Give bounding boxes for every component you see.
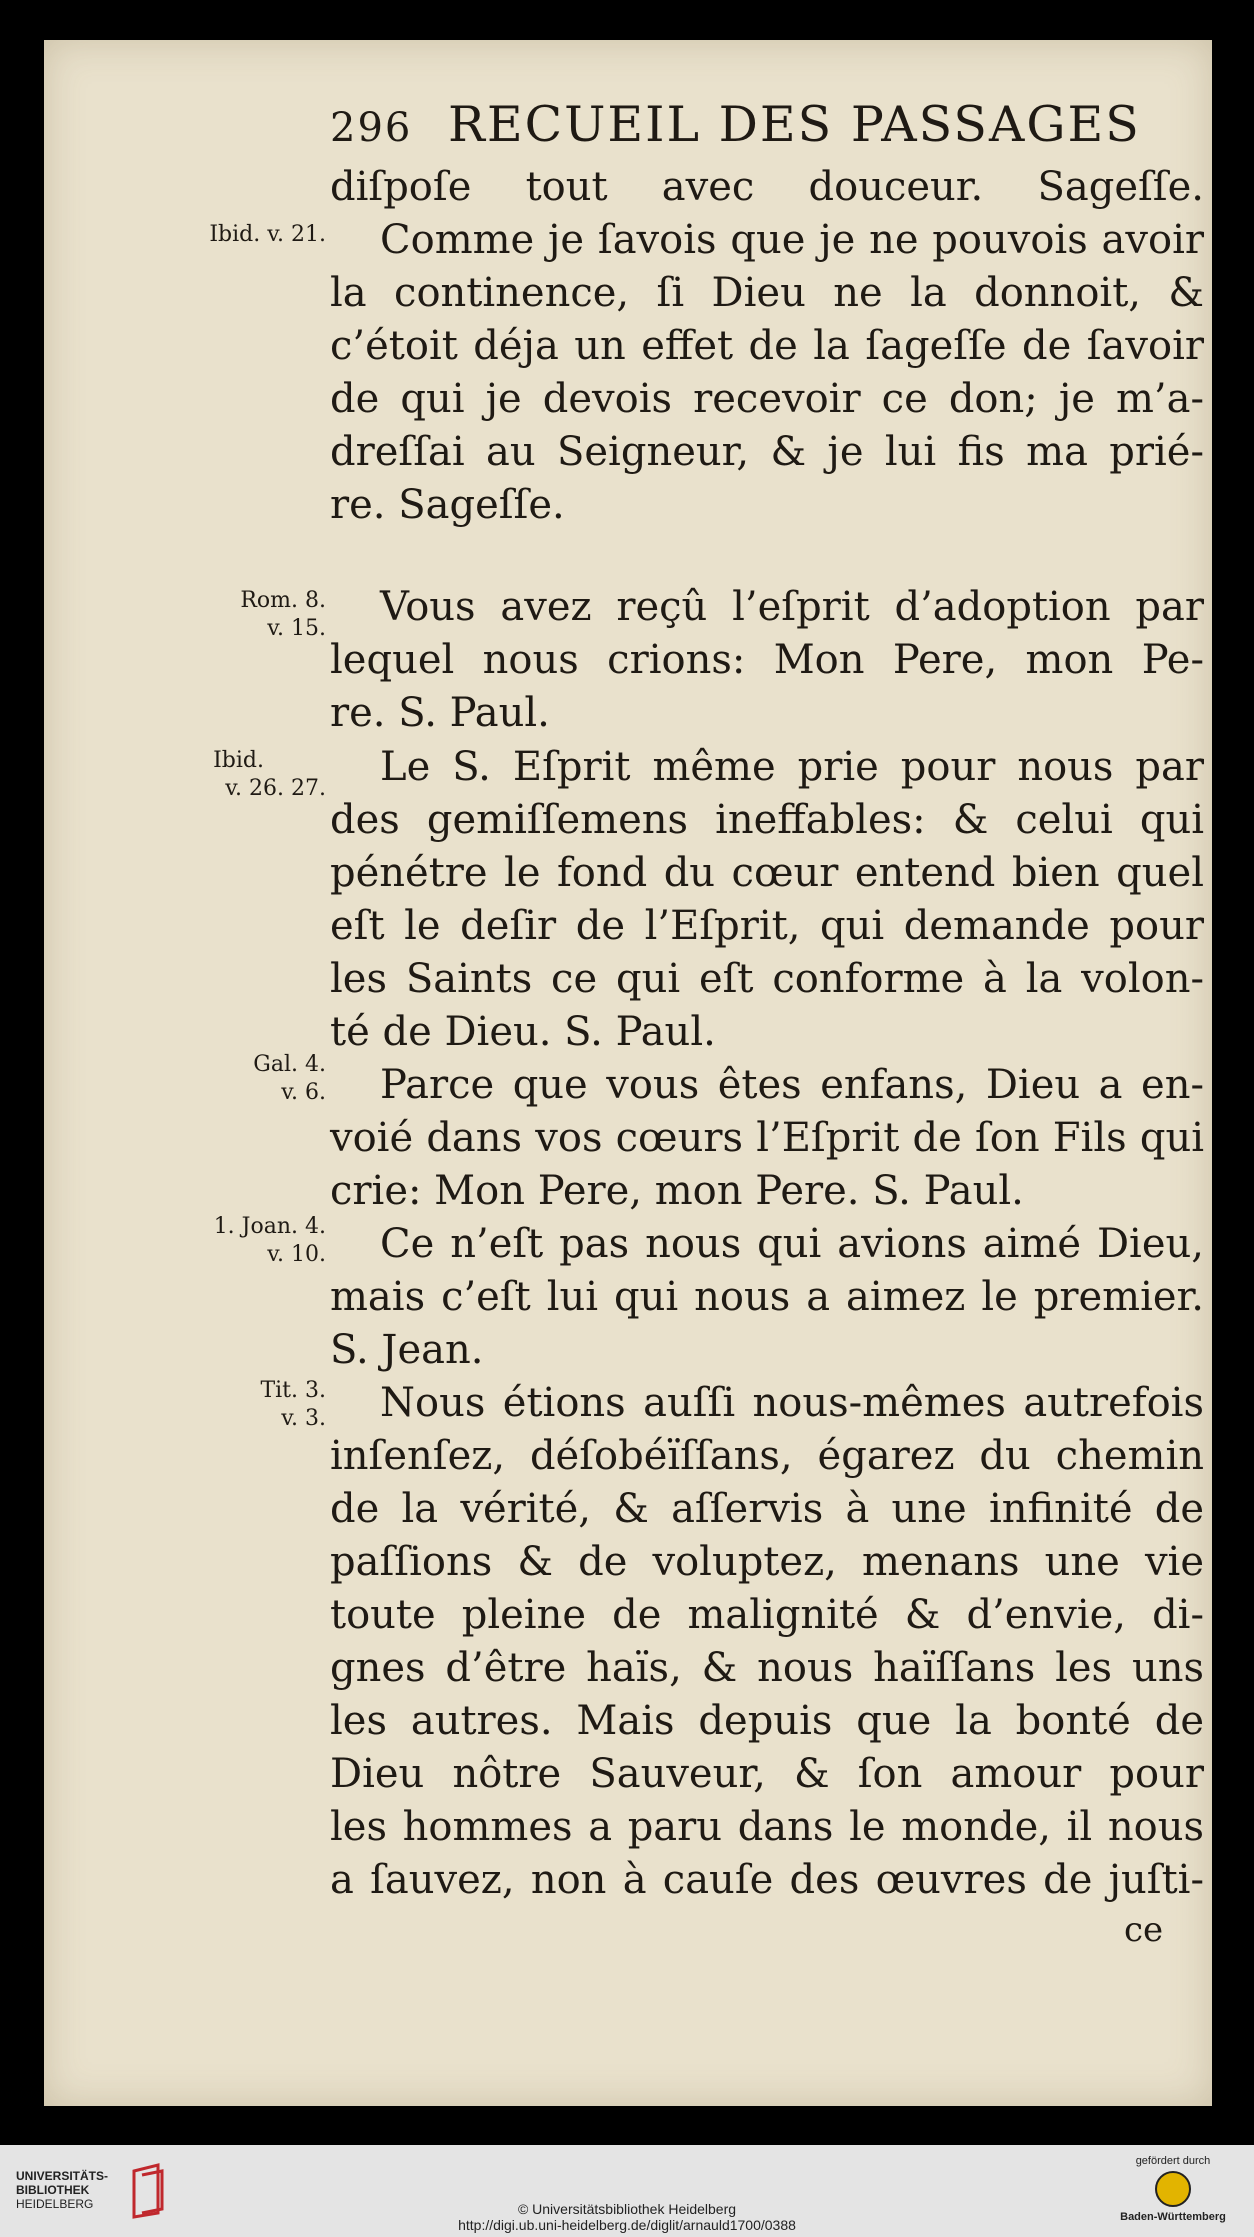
text-line: re. S. Paul. (330, 690, 550, 736)
text-line: té de Dieu. S. Paul. (330, 1009, 716, 1055)
library-name: UNIVERSITÄTS- BIBLIOTHEK HEIDELBERG (16, 2169, 109, 2211)
sponsor-block (1108, 2155, 1238, 2223)
text-line: de qui je devois recevoir ce don; je m’a- (330, 376, 1204, 422)
text-line: Vous avez reçû l’eſprit d’adoption par (380, 584, 1204, 630)
text-line: les autres. Mais depuis que la bonté de (330, 1698, 1204, 1744)
margin-ref: v. 6. (281, 1080, 326, 1105)
text-line: voié dans vos cœurs l’Eſprit de ſon Fils qui (330, 1115, 1204, 1161)
sponsor-label: gefördert durch (1135, 2155, 1211, 2167)
running-header (330, 96, 1141, 153)
text-line: lequel nous crions: Mon Pere, mon Pe- (330, 637, 1204, 683)
running-title: RECUEIL DES PASSAGES (447, 96, 1141, 153)
text-line: S. Jean. (330, 1327, 484, 1373)
page-number: 296 (330, 105, 413, 151)
margin-ref: v. 10. (267, 1242, 326, 1267)
permalink[interactable]: http://digi.ub.uni-heidelberg.de/diglit/arnauld1700/0388 (458, 2217, 796, 2233)
viewer-footer (0, 2145, 1254, 2237)
margin-ref: Tit. 3. (260, 1378, 326, 1403)
text-line: Le S. Eſprit même prie pour nous par (380, 744, 1204, 790)
text-line: les Saints ce qui eſt conforme à la volon- (330, 956, 1204, 1002)
text-line: Parce que vous êtes enfans, Dieu a en- (380, 1062, 1204, 1108)
text-line: gnes d’être haïs, & nous haïſſans les uns (330, 1645, 1204, 1691)
text-line: Nous étions auſſi nous-mêmes autrefois (380, 1380, 1204, 1426)
state-seal-icon (1155, 2171, 1191, 2207)
text-line: la continence, ſi Dieu ne la donnoit, & (330, 270, 1204, 316)
text-line: Ce n’eſt pas nous qui avions aimé Dieu, (380, 1221, 1204, 1267)
text-line: inſenſez, déſobéïſſans, égarez du chemin (330, 1433, 1204, 1479)
text-line: les hommes a paru dans le monde, il nous (330, 1804, 1204, 1850)
text-line: toute pleine de malignité & d’envie, di- (330, 1592, 1204, 1638)
copyright-text: © Universitätsbibliothek Heidelberg (517, 2201, 737, 2217)
text-line: re. Sageſſe. (330, 482, 565, 528)
margin-ref: Ibid. (213, 748, 264, 773)
text-line: diſpoſe tout avec douceur. Sageſſe. (330, 164, 1204, 210)
text-line: de la vérité, & aſſervis à une infinité de (330, 1486, 1204, 1532)
book-page (44, 40, 1212, 2106)
text-line: pénétre le fond du cœur entend bien quel (330, 850, 1204, 896)
text-line: des gemiſſemens ineffables: & celui qui (330, 797, 1204, 843)
catchword: ce (1124, 1910, 1164, 1950)
margin-ref: 1. Joan. 4. (213, 1214, 326, 1239)
margin-ref: Rom. 8. (240, 588, 326, 613)
margin-ref: v. 3. (281, 1406, 326, 1431)
margin-ref: v. 26. 27. (225, 776, 326, 801)
margin-ref: Gal. 4. (253, 1052, 326, 1077)
margin-ref: v. 15. (267, 616, 326, 641)
text-line: paſſions & de voluptez, menans une vie (330, 1539, 1204, 1585)
text-line: crie: Mon Pere, mon Pere. S. Paul. (330, 1168, 1024, 1214)
text-line: Comme je ſavois que je ne pouvois avoir (380, 217, 1204, 263)
sponsor-name: Baden-Württemberg (1120, 2211, 1226, 2223)
margin-ref: Ibid. v. 21. (209, 222, 326, 247)
text-line: a ſauvez, non à cauſe des œuvres de juſti- (330, 1857, 1204, 1903)
text-line: c’étoit déja un effet de la ſageſſe de ſavoir (330, 323, 1204, 369)
text-line: mais c’eſt lui qui nous a aimez le premier. (330, 1274, 1204, 1320)
text-line: eſt le deſir de l’Eſprit, qui demande pour (330, 903, 1204, 949)
text-line: Dieu nôtre Sauveur, & ſon amour pour (330, 1751, 1204, 1797)
text-line: dreſſai au Seigneur, & je lui fis ma prié- (330, 429, 1204, 475)
